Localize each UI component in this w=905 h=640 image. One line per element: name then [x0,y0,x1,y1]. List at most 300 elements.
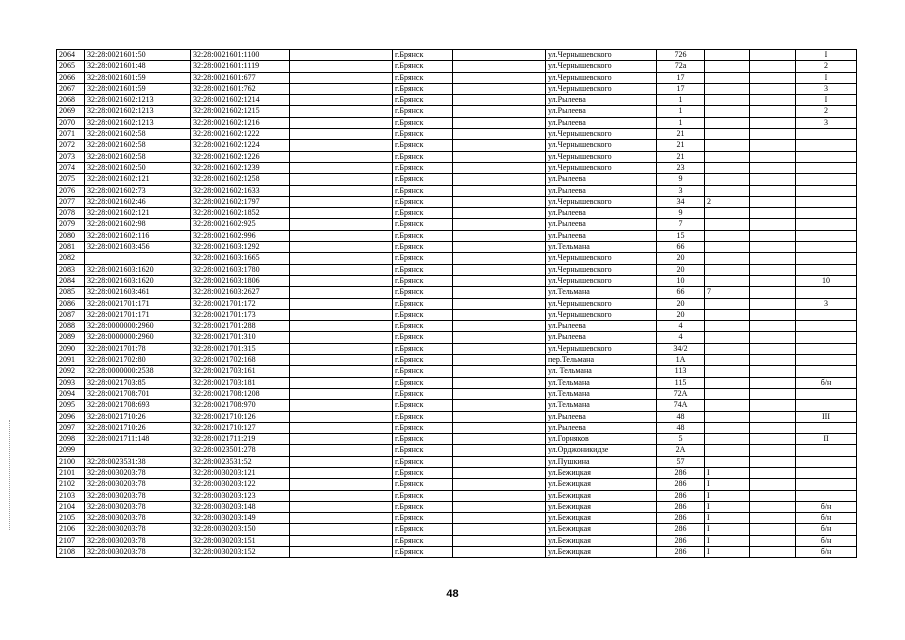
house-number-cell: 4 [657,332,705,343]
street-cell: ул. Тельмана [546,366,657,377]
house-number-cell: 21 [657,129,705,140]
apartment-cell [796,219,857,230]
street-cell: ул.Бежицкая [546,524,657,535]
row-number-cell: 2099 [57,445,85,456]
house-number-cell: 726 [657,50,705,61]
city-cell: г.Брянск [393,535,453,546]
building-cell [705,242,750,253]
city-cell: г.Брянск [393,422,453,433]
building-cell [705,332,750,343]
building-cell [705,162,750,173]
blank-column-cell [290,95,393,106]
street-cell: ул.Тельмана [546,242,657,253]
apartment-cell [796,162,857,173]
city-cell: г.Брянск [393,298,453,309]
table-row [57,129,857,140]
blank-column-cell [290,208,393,219]
blank-column-cell [453,355,546,366]
row-number-cell: 2081 [57,242,85,253]
table-row [57,332,857,343]
table-row [57,162,857,173]
blank-column-cell [290,298,393,309]
blank-column-cell [750,117,796,128]
parcel-cadastral-number-cell: 32:28:0021602:50 [85,162,191,173]
parcel-cadastral-number-cell: 32:28:0030203:78 [85,535,191,546]
row-number-cell: 2068 [57,95,85,106]
table-row [57,185,857,196]
apartment-cell [796,490,857,501]
street-cell: ул.Рылеева [546,208,657,219]
register-rows [57,50,857,558]
building-cell: I [705,513,750,524]
blank-column-cell [750,524,796,535]
blank-column-cell [750,129,796,140]
blank-column-cell [453,524,546,535]
apartment-cell [796,208,857,219]
blank-column-cell [750,343,796,354]
blank-column-cell [453,422,546,433]
blank-column-cell [750,377,796,388]
row-number-cell: 2083 [57,264,85,275]
building-cell [705,321,750,332]
row-number-cell: 2101 [57,467,85,478]
row-number-cell: 2072 [57,140,85,151]
blank-column-cell [453,196,546,207]
blank-column-cell [290,287,393,298]
blank-column-cell [750,309,796,320]
house-number-cell: 20 [657,309,705,320]
apartment-cell: 3 [796,117,857,128]
object-cadastral-number-cell: 32:28:0021602:1216 [191,117,290,128]
city-cell: г.Брянск [393,524,453,535]
blank-column-cell [750,151,796,162]
apartment-cell: б/н [796,377,857,388]
building-cell [705,377,750,388]
parcel-cadastral-number-cell: 32:28:0021602:1213 [85,95,191,106]
street-cell: ул.Чернышевского [546,151,657,162]
parcel-cadastral-number-cell: 32:28:0030203:78 [85,547,191,558]
street-cell: ул.Орджоникидзе [546,445,657,456]
building-cell [705,95,750,106]
object-cadastral-number-cell: 32:28:0021601:677 [191,72,290,83]
table-row [57,343,857,354]
register-table [56,49,857,558]
street-cell: ул.Рылеева [546,117,657,128]
apartment-cell [796,230,857,241]
row-number-cell: 2074 [57,162,85,173]
house-number-cell: 1 [657,95,705,106]
city-cell: г.Брянск [393,377,453,388]
blank-column-cell [750,422,796,433]
parcel-cadastral-number-cell: 32:28:0030203:78 [85,490,191,501]
house-number-cell: 286 [657,513,705,524]
building-cell: I [705,535,750,546]
parcel-cadastral-number-cell [85,445,191,456]
house-number-cell: 286 [657,467,705,478]
blank-column-cell [453,219,546,230]
city-cell: г.Брянск [393,129,453,140]
row-number-cell: 2106 [57,524,85,535]
building-cell [705,400,750,411]
row-number-cell: 2095 [57,400,85,411]
house-number-cell: 34/2 [657,343,705,354]
building-cell [705,83,750,94]
blank-column-cell [290,129,393,140]
apartment-cell: 10 [796,275,857,286]
city-cell: г.Брянск [393,490,453,501]
parcel-cadastral-number-cell: 32:28:0021602:98 [85,219,191,230]
blank-column-cell [290,377,393,388]
house-number-cell: 113 [657,366,705,377]
apartment-cell [796,242,857,253]
parcel-cadastral-number-cell: 32:28:0021602:116 [85,230,191,241]
building-cell [705,140,750,151]
building-cell [705,117,750,128]
object-cadastral-number-cell: 32:28:0023501:278 [191,445,290,456]
house-number-cell: 9 [657,208,705,219]
apartment-cell: 2 [796,106,857,117]
street-cell: ул.Рылеева [546,185,657,196]
object-cadastral-number-cell: 32:28:0030203:151 [191,535,290,546]
house-number-cell: 1 [657,117,705,128]
street-cell: ул.Рылеева [546,332,657,343]
apartment-cell [796,321,857,332]
row-number-cell: 2084 [57,275,85,286]
building-cell [705,422,750,433]
table-row [57,151,857,162]
row-number-cell: 2093 [57,377,85,388]
house-number-cell: 4 [657,321,705,332]
street-cell: ул.Чернышевского [546,275,657,286]
blank-column-cell [290,106,393,117]
blank-column-cell [290,490,393,501]
building-cell [705,388,750,399]
city-cell: г.Брянск [393,547,453,558]
blank-column-cell [453,366,546,377]
row-number-cell: 2100 [57,456,85,467]
object-cadastral-number-cell: 32:28:0021710:126 [191,411,290,422]
blank-column-cell [750,467,796,478]
parcel-cadastral-number-cell: 32:28:0021601:59 [85,72,191,83]
blank-column-cell [453,298,546,309]
blank-column-cell [453,162,546,173]
blank-column-cell [453,140,546,151]
blank-column-cell [290,309,393,320]
object-cadastral-number-cell: 32:28:0030203:149 [191,513,290,524]
row-number-cell: 2091 [57,355,85,366]
apartment-cell [796,129,857,140]
city-cell: г.Брянск [393,117,453,128]
house-number-cell: 20 [657,298,705,309]
row-number-cell: 2102 [57,479,85,490]
street-cell: ул.Чернышевского [546,196,657,207]
object-cadastral-number-cell: 32:28:0030203:148 [191,501,290,512]
building-cell [705,208,750,219]
row-number-cell: 2105 [57,513,85,524]
parcel-cadastral-number-cell: 32:28:0021602:1213 [85,106,191,117]
street-cell: ул.Чернышевского [546,343,657,354]
row-number-cell: 2094 [57,388,85,399]
row-number-cell: 2070 [57,117,85,128]
parcel-cadastral-number-cell: 32:28:0030203:78 [85,513,191,524]
blank-column-cell [453,547,546,558]
city-cell: г.Брянск [393,95,453,106]
apartment-cell: б/н [796,524,857,535]
apartment-cell [796,253,857,264]
blank-column-cell [453,400,546,411]
street-cell: пер.Тельмана [546,355,657,366]
city-cell: г.Брянск [393,388,453,399]
parcel-cadastral-number-cell [85,253,191,264]
blank-column-cell [453,501,546,512]
blank-column-cell [750,445,796,456]
scan-mark [9,420,11,530]
table-row [57,208,857,219]
blank-column-cell [453,467,546,478]
apartment-cell: III [796,411,857,422]
building-cell: 2 [705,196,750,207]
blank-column-cell [750,61,796,72]
apartment-cell [796,332,857,343]
row-number-cell: 2064 [57,50,85,61]
blank-column-cell [750,490,796,501]
blank-column-cell [453,129,546,140]
blank-column-cell [290,388,393,399]
parcel-cadastral-number-cell: 32:28:0021602:1213 [85,117,191,128]
blank-column-cell [750,242,796,253]
house-number-cell: 115 [657,377,705,388]
city-cell: г.Брянск [393,61,453,72]
parcel-cadastral-number-cell: 32:28:0030203:78 [85,501,191,512]
blank-column-cell [750,535,796,546]
object-cadastral-number-cell: 32:28:0021602:1214 [191,95,290,106]
apartment-cell: I [796,95,857,106]
street-cell: ул.Бежицкая [546,479,657,490]
blank-column-cell [750,479,796,490]
city-cell: г.Брянск [393,185,453,196]
table-row [57,422,857,433]
table-row [57,524,857,535]
blank-column-cell [453,95,546,106]
parcel-cadastral-number-cell: 32:28:0021710:26 [85,411,191,422]
object-cadastral-number-cell: 32:28:0021701:310 [191,332,290,343]
building-cell [705,219,750,230]
table-row [57,117,857,128]
row-number-cell: 2079 [57,219,85,230]
blank-column-cell [290,513,393,524]
apartment-cell [796,174,857,185]
blank-column-cell [290,219,393,230]
table-row [57,467,857,478]
object-cadastral-number-cell: 32:28:0021603:1292 [191,242,290,253]
apartment-cell [796,151,857,162]
city-cell: г.Брянск [393,264,453,275]
house-number-cell: 286 [657,524,705,535]
house-number-cell: 48 [657,411,705,422]
apartment-cell [796,309,857,320]
street-cell: ул.Рылеева [546,174,657,185]
building-cell [705,309,750,320]
building-cell: 7 [705,287,750,298]
blank-column-cell [290,411,393,422]
street-cell: ул.Чернышевского [546,309,657,320]
building-cell [705,106,750,117]
house-number-cell: 57 [657,456,705,467]
apartment-cell [796,445,857,456]
street-cell: ул.Бежицкая [546,547,657,558]
table-row [57,366,857,377]
blank-column-cell [453,332,546,343]
blank-column-cell [290,162,393,173]
parcel-cadastral-number-cell: 32:28:0000000:2538 [85,366,191,377]
house-number-cell: 23 [657,162,705,173]
object-cadastral-number-cell: 32:28:0021602:1258 [191,174,290,185]
parcel-cadastral-number-cell: 32:28:0021601:59 [85,83,191,94]
parcel-cadastral-number-cell: 32:28:0021602:58 [85,129,191,140]
object-cadastral-number-cell: 32:28:0021710:127 [191,422,290,433]
row-number-cell: 2071 [57,129,85,140]
city-cell: г.Брянск [393,219,453,230]
blank-column-cell [750,411,796,422]
building-cell [705,151,750,162]
table-row [57,72,857,83]
row-number-cell: 2097 [57,422,85,433]
blank-column-cell [750,456,796,467]
parcel-cadastral-number-cell: 32:28:0021602:121 [85,174,191,185]
object-cadastral-number-cell: 32:28:0030203:150 [191,524,290,535]
blank-column-cell [750,174,796,185]
street-cell: ул.Чернышевского [546,61,657,72]
row-number-cell: 2066 [57,72,85,83]
table-row [57,456,857,467]
street-cell: ул.Бежицкая [546,467,657,478]
object-cadastral-number-cell: 32:28:0021701:288 [191,321,290,332]
street-cell: ул.Бежицкая [546,490,657,501]
building-cell [705,298,750,309]
house-number-cell: 20 [657,253,705,264]
city-cell: г.Брянск [393,400,453,411]
row-number-cell: 2096 [57,411,85,422]
house-number-cell: 1 [657,106,705,117]
blank-column-cell [750,434,796,445]
table-row [57,321,857,332]
house-number-cell: 286 [657,547,705,558]
blank-column-cell [290,332,393,343]
blank-column-cell [290,524,393,535]
table-row [57,535,857,546]
house-number-cell: 17 [657,83,705,94]
parcel-cadastral-number-cell: 32:28:0021710:26 [85,422,191,433]
city-cell: г.Брянск [393,174,453,185]
table-row [57,275,857,286]
blank-column-cell [290,264,393,275]
blank-column-cell [453,50,546,61]
object-cadastral-number-cell: 32:28:0021602:1224 [191,140,290,151]
blank-column-cell [453,377,546,388]
blank-column-cell [290,366,393,377]
parcel-cadastral-number-cell: 32:28:0021708:701 [85,388,191,399]
street-cell: ул.Чернышевского [546,83,657,94]
apartment-cell [796,140,857,151]
parcel-cadastral-number-cell: 32:28:0021602:73 [85,185,191,196]
object-cadastral-number-cell: 32:28:0021603:2627 [191,287,290,298]
building-cell [705,411,750,422]
blank-column-cell [290,275,393,286]
street-cell: ул.Чернышевского [546,50,657,61]
row-number-cell: 2080 [57,230,85,241]
apartment-cell: I [796,50,857,61]
parcel-cadastral-number-cell: 32:28:0023531:38 [85,456,191,467]
blank-column-cell [750,400,796,411]
parcel-cadastral-number-cell: 32:28:0030203:78 [85,479,191,490]
parcel-cadastral-number-cell: 32:28:0021601:48 [85,61,191,72]
blank-column-cell [290,230,393,241]
row-number-cell: 2067 [57,83,85,94]
house-number-cell: 10 [657,275,705,286]
object-cadastral-number-cell: 32:28:0021602:1226 [191,151,290,162]
table-row [57,253,857,264]
blank-column-cell [453,388,546,399]
street-cell: ул.Рылеева [546,321,657,332]
apartment-cell [796,196,857,207]
city-cell: г.Брянск [393,513,453,524]
apartment-cell [796,400,857,411]
parcel-cadastral-number-cell: 32:28:0021708:693 [85,400,191,411]
parcel-cadastral-number-cell: 32:28:0021601:50 [85,50,191,61]
street-cell: ул.Рылеева [546,219,657,230]
object-cadastral-number-cell: 32:28:0021702:168 [191,355,290,366]
blank-column-cell [750,95,796,106]
object-cadastral-number-cell: 32:28:0021602:996 [191,230,290,241]
street-cell: ул.Горняков [546,434,657,445]
table-row [57,298,857,309]
blank-column-cell [453,411,546,422]
building-cell [705,185,750,196]
blank-column-cell [290,61,393,72]
building-cell [705,445,750,456]
blank-column-cell [453,434,546,445]
city-cell: г.Брянск [393,456,453,467]
row-number-cell: 2107 [57,535,85,546]
city-cell: г.Брянск [393,72,453,83]
blank-column-cell [750,50,796,61]
blank-column-cell [453,445,546,456]
blank-column-cell [290,535,393,546]
table-row [57,287,857,298]
parcel-cadastral-number-cell: 32:28:0021711:148 [85,434,191,445]
blank-column-cell [290,355,393,366]
row-number-cell: 2076 [57,185,85,196]
blank-column-cell [290,321,393,332]
blank-column-cell [290,50,393,61]
building-cell [705,275,750,286]
object-cadastral-number-cell: 32:28:0021602:1215 [191,106,290,117]
building-cell [705,61,750,72]
table-row [57,479,857,490]
object-cadastral-number-cell: 32:28:0021602:1852 [191,208,290,219]
street-cell: ул.Пушкина [546,456,657,467]
city-cell: г.Брянск [393,445,453,456]
row-number-cell: 2090 [57,343,85,354]
apartment-cell [796,366,857,377]
parcel-cadastral-number-cell: 32:28:0021602:58 [85,151,191,162]
street-cell: ул.Тельмана [546,400,657,411]
blank-column-cell [290,117,393,128]
object-cadastral-number-cell: 32:28:0021603:1665 [191,253,290,264]
row-number-cell: 2092 [57,366,85,377]
city-cell: г.Брянск [393,321,453,332]
blank-column-cell [290,72,393,83]
